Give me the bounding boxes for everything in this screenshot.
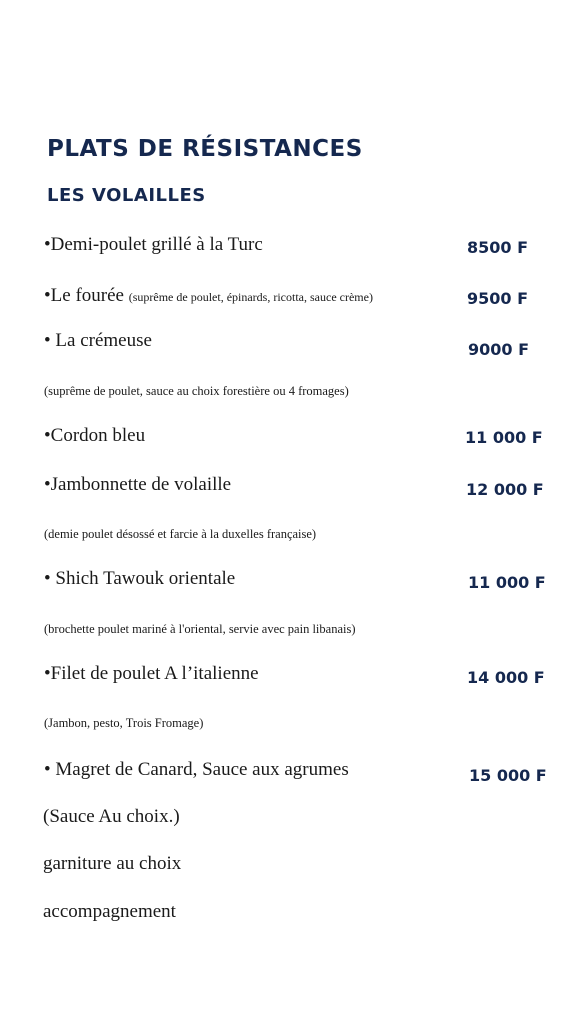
dish-name: •Filet de poulet A l’italienne [44, 663, 259, 684]
dish-price: 14 000 F [467, 668, 545, 687]
dish-price: 8500 F [467, 238, 529, 257]
dish-price: 9500 F [467, 289, 529, 308]
dish-note: (demie poulet désossé et farcie à la duxelles française) [44, 527, 317, 541]
dish-price: 11 000 F [468, 573, 546, 592]
dish-name: • Magret de Canard, Sauce aux agrumes [44, 759, 349, 780]
menu-title: PLATS DE RÉSISTANCES [47, 136, 363, 162]
dish-note: (brochette poulet mariné à l'oriental, servie avec pain libanais) [44, 622, 356, 636]
extra-line: accompagnement [43, 901, 176, 922]
dish-name: •Demi-poulet grillé à la Turc [44, 234, 263, 255]
dish-name [44, 285, 373, 307]
dish-price: 11 000 F [465, 428, 543, 447]
dish-name: •Jambonnette de volaille [44, 474, 232, 495]
extra-line: (Sauce Au choix.) [43, 806, 180, 827]
dish-inline-note: (suprême de poulet, épinards, ricotta, sauce crème) [128, 290, 373, 304]
section-title: LES VOLAILLES [47, 185, 206, 206]
dish-name: •Cordon bleu [44, 425, 146, 446]
dish-note: (suprême de poulet, sauce au choix forestière ou 4 fromages) [44, 384, 349, 398]
dish-name: • La crémeuse [44, 330, 152, 351]
extra-line: garniture au choix [43, 853, 182, 874]
dish-name-text: •Le fourée [44, 285, 129, 306]
dish-note: (Jambon, pesto, Trois Fromage) [44, 716, 204, 730]
dish-name: • Shich Tawouk orientale [44, 568, 236, 589]
dish-price: 15 000 F [469, 766, 547, 785]
dish-price: 9000 F [468, 340, 530, 359]
dish-price: 12 000 F [466, 480, 544, 499]
